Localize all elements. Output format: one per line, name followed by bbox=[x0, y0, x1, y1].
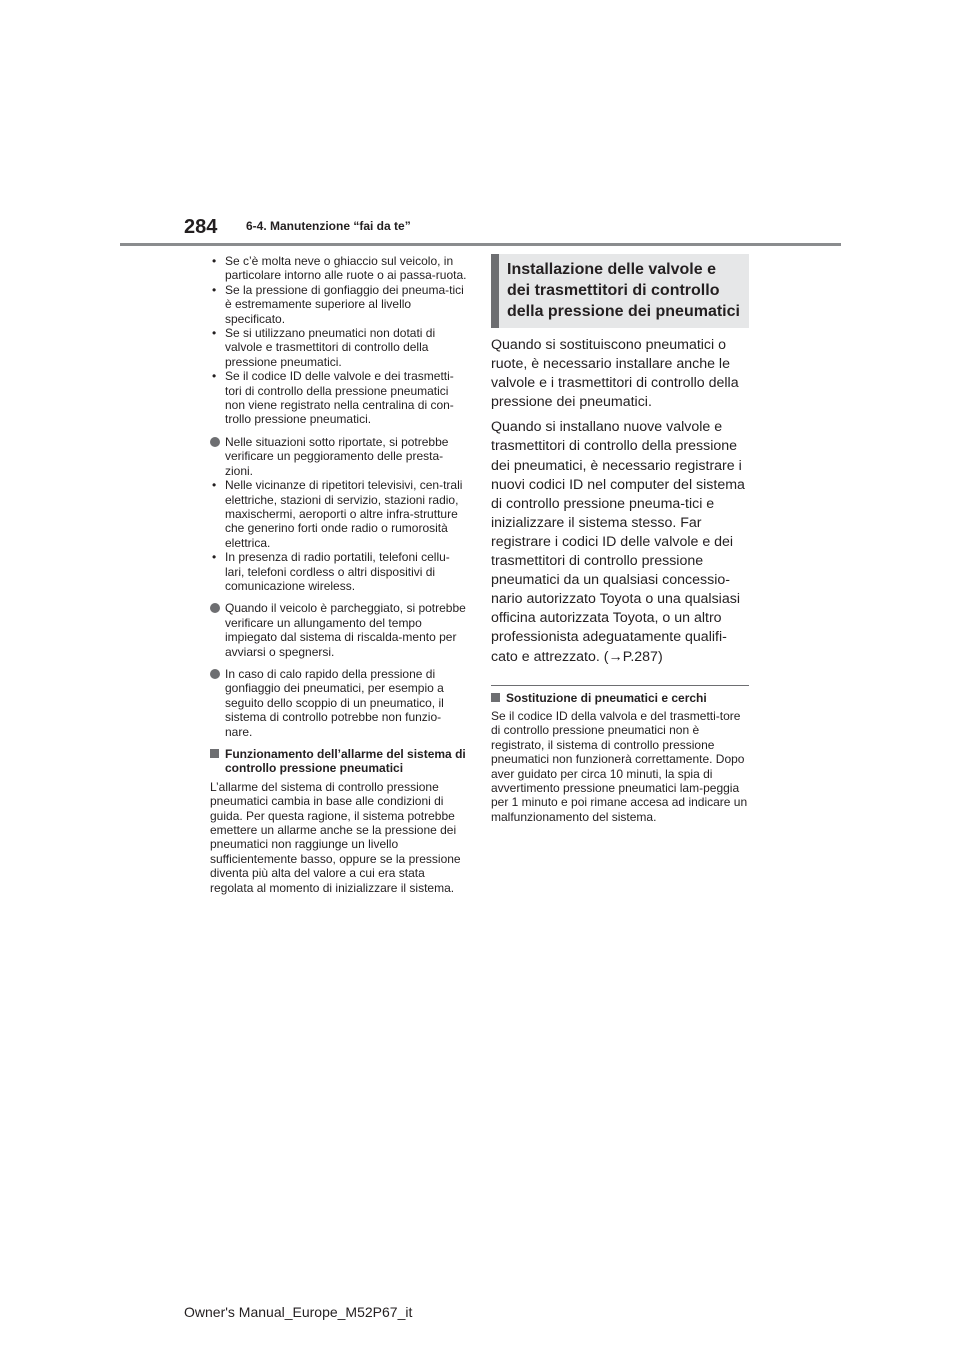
circle-bullet-icon bbox=[210, 437, 220, 447]
list-item: • Se la pressione di gonfiaggio dei pneuma-tici è estremamente superiore al livello specificato. bbox=[210, 283, 468, 326]
note-text: In caso di calo rapido della pressione di gonfiaggio dei pneumatici, per esempio a seguito dello scoppio di un pneumatico, il sistema di controllo potrebbe non funzio-nare. bbox=[225, 666, 444, 739]
circle-bullet-icon bbox=[210, 603, 220, 613]
subheading-replacement bbox=[491, 691, 749, 705]
note-text: Quando il veicolo è parcheggiato, si potrebbe verificare un allungamento del tempo impiegato dal sistema di riscalda-mento per avviarsi o spegnersi. bbox=[225, 601, 466, 659]
square-bullet-icon bbox=[491, 693, 500, 702]
note-parking bbox=[210, 601, 468, 659]
page-number: 284 bbox=[184, 216, 218, 238]
register-text-end: ) bbox=[657, 648, 663, 665]
note-text: Nelle situazioni sotto riportate, si potrebbe verificare un peggioramento delle presta-zioni. bbox=[225, 434, 449, 478]
list-item: • Nelle vicinanze di ripetitori televisivi, cen-trali elettriche, stazioni di servizio, stazioni radio, maxischermi, aeroporti o altre infra-strutture che generino forti onde radio o rumorosità elettrica. bbox=[210, 478, 468, 550]
footer-text: Owner's Manual_Europe_M52P67_it bbox=[184, 1304, 413, 1320]
list-item: • Se si utilizzano pneumatici non dotati di valvole e trasmettitori di controllo della pressione pneumatici. bbox=[210, 326, 468, 369]
list-item: • Se c’è molta neve o ghiaccio sul veicolo, in particolare intorno alle ruote o ai passa-ruota. bbox=[210, 254, 468, 283]
circle-bullet-icon bbox=[210, 669, 220, 679]
page-reference-link[interactable]: →P.287 bbox=[608, 648, 658, 665]
register-text: Quando si installano nuove valvole e trasmettitori di controllo della pressione dei pneumatici, è necessario registrare i nuovi codici ID nel computer del sistema di controllo pressione pneuma-tici e inizializzare il sistema stesso. Far registrare i codici ID delle valvole e dei trasmettitori di controllo pressione pneumatici da un qualsiasi concessio-nario autorizzato Toyota o una qualsiasi officina autorizzata Toyota, o un altro professionista adeguatamente qualifi-cato e attrezzato. ( bbox=[491, 419, 745, 665]
square-bullet-icon bbox=[210, 749, 219, 758]
left-column bbox=[210, 254, 468, 895]
subheading-text: Funzionamento dell’allarme del sistema di controllo pressione pneumatici bbox=[225, 747, 466, 776]
list-item: • In presenza di radio portatili, telefoni cellu-lari, telefoni cordless o altri dispositivi di comunicazione wireless. bbox=[210, 550, 468, 593]
condition-list bbox=[210, 254, 468, 427]
right-column bbox=[491, 254, 749, 824]
subsection-divider bbox=[491, 685, 749, 686]
section-heading: Installazione delle valvole e dei trasmettitori di controllo della pressione dei pneumatici bbox=[507, 261, 740, 320]
note-performance bbox=[210, 435, 468, 478]
interference-list bbox=[210, 478, 468, 593]
alarm-paragraph: L’allarme del sistema di controllo pressione pneumatici cambia in base alle condizioni di guida. Per questa ragione, il sistema potrebbe emettere un allarme anche se la pressione dei pneumatici non raggiunge un livello sufficientemente basso, oppure se la pressione diventa più alta del valore a cui era stata regolata al momento di inizializzare il sistema. bbox=[210, 779, 461, 895]
section-title: 6-4. Manutenzione “fai da te” bbox=[246, 219, 411, 233]
subheading-alarm bbox=[210, 747, 468, 776]
header-divider bbox=[120, 243, 841, 246]
replacement-paragraph: Se il codice ID della valvola e del trasmetti-tore di controllo pressione pneumatici non è registrato, il sistema di controllo pressione pneumatici non funzionerà correttamente. Dopo aver guidato per circa 10 minuti, la spia di avvertimento pressione pneumatici lam-peggia per 1 minuto e poi rimane accesa ad indicare un malfunzionamento del sistema. bbox=[491, 709, 748, 824]
note-pressure-drop bbox=[210, 667, 468, 739]
register-paragraph bbox=[491, 418, 749, 666]
list-item: • Se il codice ID delle valvole e dei trasmetti-tori di controllo della pressione pneumatici non viene registrato nella centralina di con-trollo pressione pneumatici. bbox=[210, 369, 468, 427]
install-paragraph: Quando si sostituiscono pneumatici o ruote, è necessario installare anche le valvole e i trasmettitori di controllo della pressione dei pneumatici. bbox=[491, 337, 739, 411]
subheading-text: Sostituzione di pneumatici e cerchi bbox=[506, 690, 707, 705]
section-heading-box bbox=[491, 254, 749, 328]
